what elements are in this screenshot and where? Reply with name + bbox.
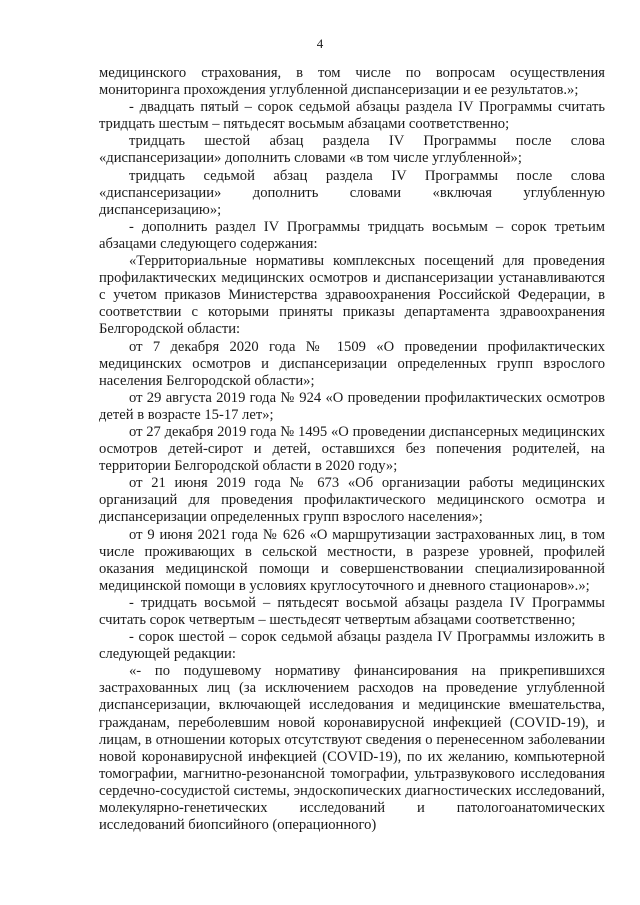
- paragraph: тридцать седьмой абзац раздела IV Программы после слова «диспансеризации» дополнить словами «включая углубленную диспансеризацию»;: [99, 167, 605, 218]
- document-body: [99, 65, 605, 834]
- paragraph: от 27 декабря 2019 года № 1495 «О проведении диспансерных медицинских осмотров детей-сирот и детей, оставшихся без попечения родителей, на территории Белгородской области в 2020 году»;: [99, 423, 605, 475]
- paragraph: - тридцать восьмой – пятьдесят восьмой абзацы раздела IV Программы считать сорок четвертым – шестьдесят четвертым абзацами соответственно;: [99, 594, 605, 628]
- paragraph: тридцать шестой абзац раздела IV Программы после слова «диспансеризации» дополнить словами «в том числе углубленной»;: [99, 133, 605, 167]
- paragraph: - двадцать пятый – сорок седьмой абзацы раздела IV Программы считать тридцать шестым – пятьдесят восьмым абзацами соответственно;: [99, 99, 605, 133]
- paragraph: - сорок шестой – сорок седьмой абзацы раздела IV Программы изложить в следующей редакции:: [99, 629, 605, 663]
- page-number: 4: [316, 36, 324, 51]
- paragraph: «Территориальные нормативы комплексных посещений для проведения профилактических медицинских осмотров и диспансеризации устанавливаются с учетом приказов Министерства здравоохранения Российской Федерации, в соответствии с которыми приняты приказы департамента здравоохранения Белгородской области:: [99, 253, 605, 338]
- paragraph: - дополнить раздел IV Программы тридцать восьмым – сорок третьим абзацами следующего содержания:: [99, 218, 605, 252]
- paragraph: от 21 июня 2019 года № 673 «Об организации работы медицинских организаций для проведения профилактического медицинского осмотра и диспансеризации определенных групп взрослого населения»;: [99, 475, 605, 526]
- paragraph: «- по подушевому нормативу финансирования на прикрепившихся застрахованных лиц (за исключением расходов на проведение углубленной диспансеризации, включающей исследования и медицинские вмешательства, гражданам, переболевшим новой коронавирусной инфекцией (COVID-19), и лицам, в отношении которых отсутствуют сведения о перенесенном заболевании новой коронавирусной инфекцией (COVID-19), по их желанию, компьютерной томографии, магнитно-резонансной томографии, ультразвукового исследования сердечно-сосудистой системы, эндоскопических диагностических исследований, молекулярно-генетических исследований и патологоанатомических исследований биопсийного (операционного): [99, 663, 605, 834]
- paragraph: от 9 июня 2021 года № 626 «О маршрутизации застрахованных лиц, в том числе проживающих в сельской местности, в разрезе уровней, профилей оказания медицинской помощи и совершенствовании специализированной медицинской помощи в условиях круглосуточного и дневного стационаров».»;: [99, 526, 605, 594]
- paragraph: от 29 августа 2019 года № 924 «О проведении профилактических осмотров детей в возрасте 15-17 лет»;: [99, 389, 605, 423]
- paragraph: медицинского страхования, в том числе по вопросам осуществления мониторинга прохождения углубленной диспансеризации и ее результатов.»;: [99, 65, 605, 99]
- paragraph: от 7 декабря 2020 года № 1509 «О проведении профилактических медицинских осмотров и диспансеризации определенных групп взрослого населения Белгородской области»;: [99, 338, 605, 389]
